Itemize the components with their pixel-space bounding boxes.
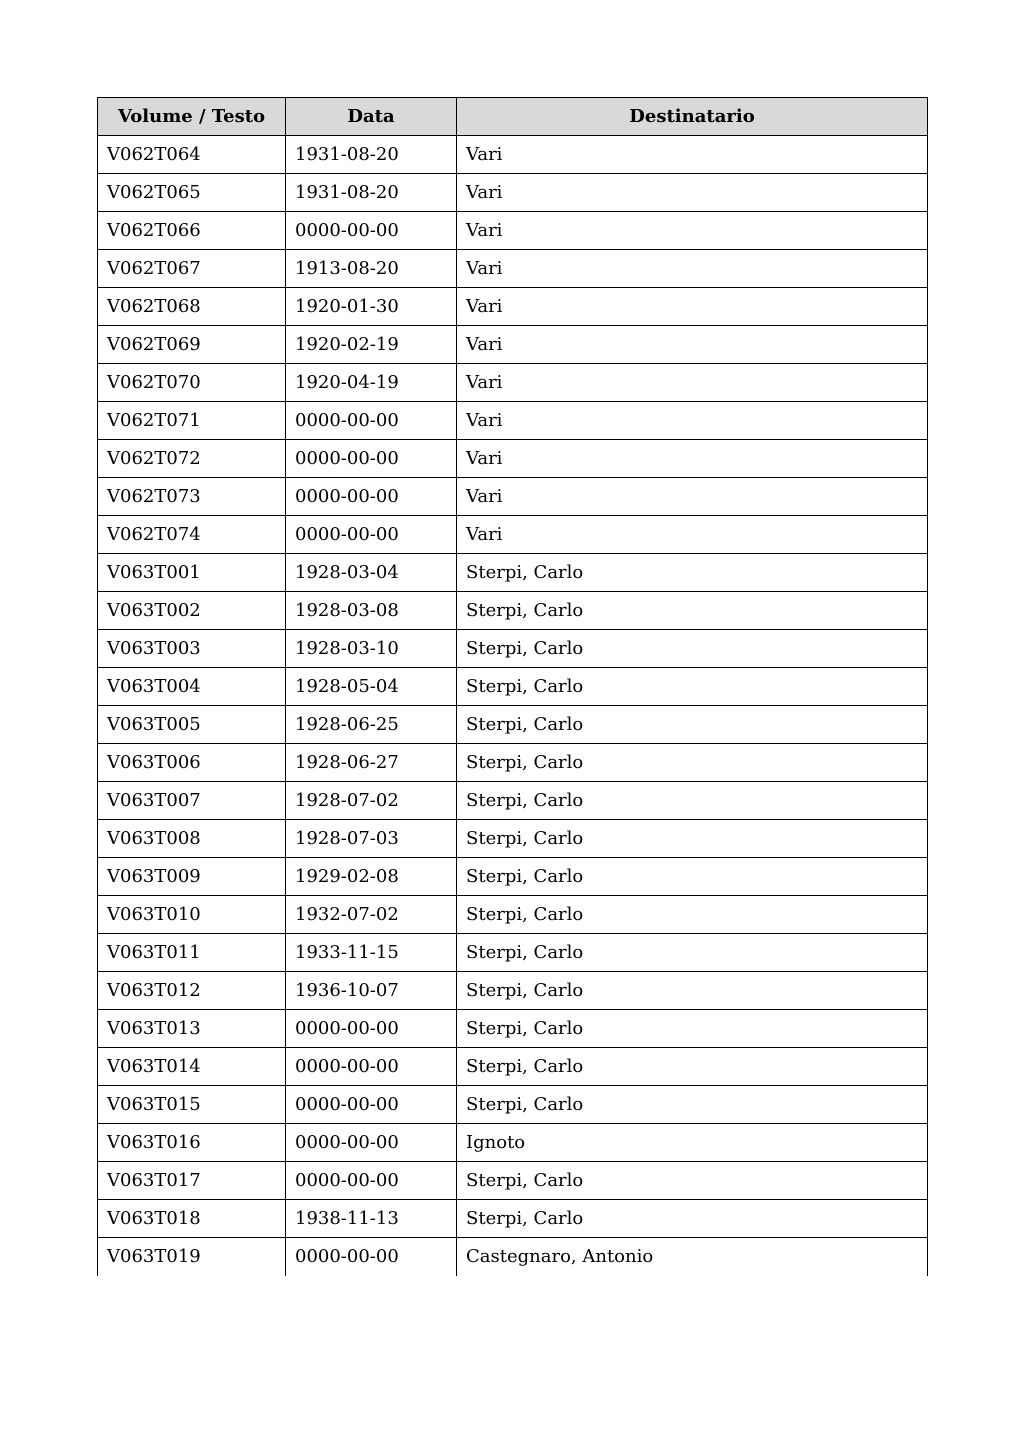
cell-data: 0000-00-00	[286, 212, 457, 250]
cell-destinatario: Sterpi, Carlo	[457, 630, 928, 668]
table-row	[98, 1238, 928, 1276]
cell-destinatario: Sterpi, Carlo	[457, 668, 928, 706]
cell-volume-testo: V063T008	[98, 820, 286, 858]
cell-volume-testo: V062T067	[98, 250, 286, 288]
cell-data: 0000-00-00	[286, 440, 457, 478]
table-row	[98, 174, 928, 212]
cell-volume-testo: V063T003	[98, 630, 286, 668]
cell-destinatario: Sterpi, Carlo	[457, 554, 928, 592]
table-row	[98, 820, 928, 858]
cell-data: 0000-00-00	[286, 1086, 457, 1124]
table-row	[98, 440, 928, 478]
column-header-volume-testo: Volume / Testo	[98, 98, 286, 136]
cell-data: 1913-08-20	[286, 250, 457, 288]
table-row	[98, 364, 928, 402]
table-row	[98, 744, 928, 782]
cell-destinatario: Sterpi, Carlo	[457, 1010, 928, 1048]
table-row	[98, 1124, 928, 1162]
cell-data: 1931-08-20	[286, 136, 457, 174]
header-row	[98, 98, 928, 136]
cell-volume-testo: V063T009	[98, 858, 286, 896]
cell-volume-testo: V063T005	[98, 706, 286, 744]
cell-volume-testo: V062T071	[98, 402, 286, 440]
cell-destinatario: Sterpi, Carlo	[457, 1162, 928, 1200]
cell-volume-testo: V063T013	[98, 1010, 286, 1048]
cell-volume-testo: V062T074	[98, 516, 286, 554]
table-row	[98, 896, 928, 934]
cell-data: 1936-10-07	[286, 972, 457, 1010]
cell-volume-testo: V063T001	[98, 554, 286, 592]
cell-destinatario: Vari	[457, 402, 928, 440]
cell-data: 0000-00-00	[286, 478, 457, 516]
letters-table-container	[97, 97, 927, 1276]
cell-destinatario: Vari	[457, 212, 928, 250]
cell-volume-testo: V063T019	[98, 1238, 286, 1276]
table-row	[98, 1086, 928, 1124]
cell-destinatario: Sterpi, Carlo	[457, 744, 928, 782]
cell-data: 1931-08-20	[286, 174, 457, 212]
cell-volume-testo: V063T018	[98, 1200, 286, 1238]
cell-volume-testo: V062T070	[98, 364, 286, 402]
cell-data: 0000-00-00	[286, 1010, 457, 1048]
cell-destinatario: Vari	[457, 326, 928, 364]
cell-destinatario: Vari	[457, 478, 928, 516]
cell-volume-testo: V062T073	[98, 478, 286, 516]
cell-volume-testo: V063T010	[98, 896, 286, 934]
cell-destinatario: Vari	[457, 288, 928, 326]
table-row	[98, 288, 928, 326]
table-row	[98, 972, 928, 1010]
cell-destinatario: Sterpi, Carlo	[457, 934, 928, 972]
cell-volume-testo: V063T014	[98, 1048, 286, 1086]
cell-destinatario: Sterpi, Carlo	[457, 896, 928, 934]
column-header-data: Data	[286, 98, 457, 136]
cell-volume-testo: V063T015	[98, 1086, 286, 1124]
table-row	[98, 516, 928, 554]
cell-volume-testo: V062T066	[98, 212, 286, 250]
table-row	[98, 858, 928, 896]
table-row	[98, 706, 928, 744]
cell-volume-testo: V063T011	[98, 934, 286, 972]
table-row	[98, 1010, 928, 1048]
cell-volume-testo: V062T072	[98, 440, 286, 478]
cell-data: 0000-00-00	[286, 516, 457, 554]
cell-data: 1933-11-15	[286, 934, 457, 972]
cell-destinatario: Sterpi, Carlo	[457, 1200, 928, 1238]
table-row	[98, 668, 928, 706]
cell-destinatario: Castegnaro, Antonio	[457, 1238, 928, 1276]
cell-data: 1928-07-03	[286, 820, 457, 858]
cell-data: 0000-00-00	[286, 1238, 457, 1276]
cell-destinatario: Sterpi, Carlo	[457, 782, 928, 820]
column-header-destinatario: Destinatario	[457, 98, 928, 136]
table-row	[98, 402, 928, 440]
cell-volume-testo: V063T002	[98, 592, 286, 630]
table-row	[98, 326, 928, 364]
cell-destinatario: Sterpi, Carlo	[457, 820, 928, 858]
cell-data: 1928-07-02	[286, 782, 457, 820]
cell-volume-testo: V062T064	[98, 136, 286, 174]
cell-data: 1920-04-19	[286, 364, 457, 402]
cell-destinatario: Vari	[457, 440, 928, 478]
table-row	[98, 250, 928, 288]
cell-destinatario: Vari	[457, 250, 928, 288]
cell-destinatario: Ignoto	[457, 1124, 928, 1162]
table-row	[98, 934, 928, 972]
cell-data: 1928-03-08	[286, 592, 457, 630]
table-row	[98, 782, 928, 820]
cell-data: 0000-00-00	[286, 402, 457, 440]
table-row	[98, 478, 928, 516]
cell-volume-testo: V063T004	[98, 668, 286, 706]
table-header	[98, 98, 928, 136]
cell-destinatario: Sterpi, Carlo	[457, 858, 928, 896]
cell-data: 1938-11-13	[286, 1200, 457, 1238]
cell-volume-testo: V062T068	[98, 288, 286, 326]
cell-destinatario: Vari	[457, 516, 928, 554]
table-row	[98, 1162, 928, 1200]
cell-destinatario: Sterpi, Carlo	[457, 972, 928, 1010]
cell-data: 1928-03-04	[286, 554, 457, 592]
cell-destinatario: Sterpi, Carlo	[457, 592, 928, 630]
cell-volume-testo: V063T012	[98, 972, 286, 1010]
table-row	[98, 592, 928, 630]
cell-destinatario: Sterpi, Carlo	[457, 1086, 928, 1124]
table-row	[98, 630, 928, 668]
cell-data: 0000-00-00	[286, 1048, 457, 1086]
cell-data: 1929-02-08	[286, 858, 457, 896]
cell-data: 0000-00-00	[286, 1162, 457, 1200]
cell-data: 0000-00-00	[286, 1124, 457, 1162]
table-row	[98, 554, 928, 592]
cell-data: 1920-01-30	[286, 288, 457, 326]
cell-volume-testo: V063T007	[98, 782, 286, 820]
cell-destinatario: Vari	[457, 136, 928, 174]
table-row	[98, 1200, 928, 1238]
cell-volume-testo: V063T016	[98, 1124, 286, 1162]
cell-destinatario: Sterpi, Carlo	[457, 706, 928, 744]
table-row	[98, 212, 928, 250]
cell-volume-testo: V062T065	[98, 174, 286, 212]
letters-table	[97, 97, 928, 1276]
cell-volume-testo: V062T069	[98, 326, 286, 364]
cell-destinatario: Vari	[457, 174, 928, 212]
table-body	[98, 136, 928, 1276]
cell-data: 1928-06-25	[286, 706, 457, 744]
table-row	[98, 136, 928, 174]
cell-destinatario: Sterpi, Carlo	[457, 1048, 928, 1086]
cell-volume-testo: V063T017	[98, 1162, 286, 1200]
cell-volume-testo: V063T006	[98, 744, 286, 782]
cell-destinatario: Vari	[457, 364, 928, 402]
cell-data: 1932-07-02	[286, 896, 457, 934]
cell-data: 1928-05-04	[286, 668, 457, 706]
cell-data: 1928-06-27	[286, 744, 457, 782]
cell-data: 1920-02-19	[286, 326, 457, 364]
table-row	[98, 1048, 928, 1086]
cell-data: 1928-03-10	[286, 630, 457, 668]
